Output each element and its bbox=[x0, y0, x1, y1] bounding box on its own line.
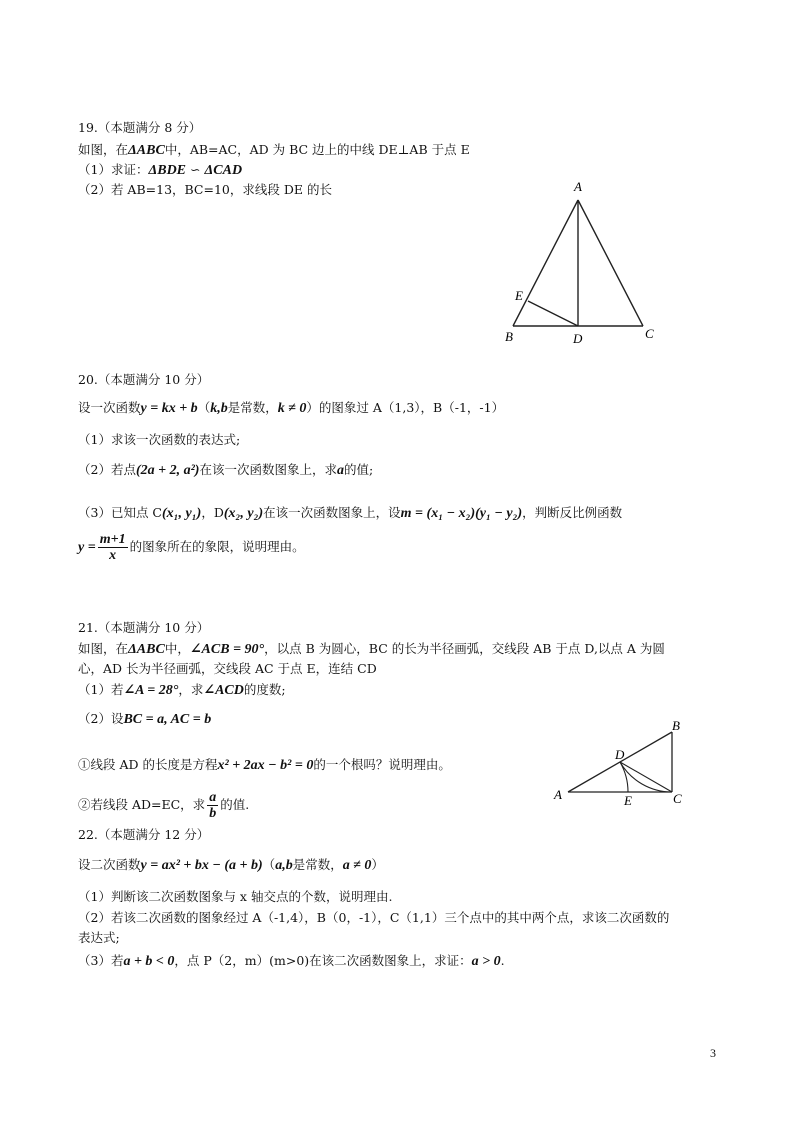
q20-part3-f: ，判断反比例函数 bbox=[522, 505, 623, 520]
q21-sub1-a: ①线段 AD 的长度是方程 bbox=[78, 757, 218, 772]
q22-intro bbox=[78, 857, 384, 874]
q20-point-c: (x₁, y₁) bbox=[162, 506, 202, 521]
q21-part1-b: ，求 bbox=[178, 682, 204, 697]
q21-part2 bbox=[78, 711, 211, 728]
page-number: 3 bbox=[710, 1046, 716, 1060]
q22-condition: a + b < 0 bbox=[123, 954, 175, 969]
q19-label-c: C bbox=[645, 326, 654, 341]
q21-intro bbox=[78, 641, 665, 658]
q22-constants-ab: a,b bbox=[275, 858, 293, 873]
q19-intro-a: 如图，在 bbox=[78, 142, 129, 157]
q19-part1-label: （1）求证： bbox=[78, 162, 149, 177]
q21-part1 bbox=[78, 682, 286, 699]
q19-triangle-figure bbox=[495, 178, 675, 348]
q20-linear-equation: y = kx + b bbox=[140, 401, 198, 416]
q21-sub1-b: 的一个根吗？说明理由。 bbox=[313, 757, 451, 772]
q20-m-definition: m = (x₁ − x₂)(y₁ − y₂) bbox=[400, 506, 523, 521]
q19-label-b: B bbox=[505, 329, 513, 344]
q21-part1-c: 的度数; bbox=[243, 682, 286, 697]
q21-right-angle: ∠ACB = 90° bbox=[189, 642, 265, 657]
q20-part2 bbox=[78, 462, 373, 479]
q21-ratio-denominator: b bbox=[209, 806, 217, 821]
q20-inverse-fraction bbox=[98, 532, 128, 563]
q21-angle-acd: ∠ACD bbox=[203, 683, 244, 698]
q19-part1 bbox=[78, 162, 242, 179]
q22-quadratic-equation: y = ax² + bx − (a + b) bbox=[140, 858, 263, 873]
q20-part3-e: 在该一次函数图象上，设 bbox=[263, 505, 401, 520]
q20-header: 20.（本题满分 10 分） bbox=[78, 372, 210, 387]
q20-intro-d: ）的图象过 A（1,3），B（-1，-1） bbox=[306, 400, 505, 415]
q21-label-e: E bbox=[624, 793, 632, 808]
q21-triangle-abc: ΔABC bbox=[128, 642, 165, 657]
q20-part1: （1）求该一次函数的表达式; bbox=[78, 432, 241, 447]
q22-part2: （2）若该二次函数的图象经过 A（-1,4），B（0，-1），C（1,1）三个点中的其中两个点，求该二次函数的 bbox=[78, 910, 670, 925]
q22-intro-d: ） bbox=[371, 857, 384, 872]
q19-part2: （2）若 AB=13，BC=10，求线段 DE 的长 bbox=[78, 182, 332, 197]
q22-part2-line2: 表达式; bbox=[78, 930, 120, 945]
q21-intro-c: ，以点 B 为圆心，BC 的长为半径画弧，交线段 AB 于点 D,以点 A 为圆 bbox=[264, 641, 665, 656]
q22-a-nonzero: a ≠ 0 bbox=[342, 858, 372, 873]
q20-intro-b: （ bbox=[197, 400, 211, 415]
q19-label-a: A bbox=[574, 179, 582, 194]
q22-part3-a: （3）若 bbox=[78, 953, 124, 968]
q20-part2-a: （2）若点 bbox=[78, 462, 136, 477]
q20-constants-kb: k,b bbox=[210, 401, 228, 416]
q19-intro-b: 中，AB=AC，AD 为 BC 边上的中线 DE⊥AB 于点 E bbox=[164, 142, 470, 157]
q22-part3-b: ，点 P（2，m）(m>0)在该二次函数图象上，求证： bbox=[174, 953, 472, 968]
q21-intro-line2: 心，AD 长为半径画弧，交线段 AC 于点 E，连结 CD bbox=[78, 661, 377, 676]
q21-part2-a: （2）设 bbox=[78, 711, 124, 726]
q20-fraction-denominator: x bbox=[109, 548, 117, 563]
q21-angle-a: ∠A = 28° bbox=[123, 683, 179, 698]
q19-side-ab bbox=[513, 200, 578, 326]
q20-part3 bbox=[78, 505, 622, 522]
q22-part3-c: . bbox=[500, 953, 505, 968]
q21-part1-a: （1）若 bbox=[78, 682, 124, 697]
q22-intro-b: （ bbox=[262, 857, 276, 872]
q22-conclusion: a > 0 bbox=[471, 954, 501, 969]
q21-sub2-a: ②若线段 AD=EC，求 bbox=[78, 797, 206, 812]
q21-ratio-fraction bbox=[207, 790, 218, 821]
q22-intro-a: 设二次函数 bbox=[78, 857, 141, 872]
q21-triangle-figure bbox=[540, 715, 710, 815]
q20-inverse-y: y = bbox=[78, 540, 96, 555]
q21-equation: x² + 2ax − b² = 0 bbox=[217, 758, 314, 773]
q20-intro-c: 是常数， bbox=[227, 400, 278, 415]
q20-var-a: a bbox=[336, 463, 344, 478]
q19-side-ac bbox=[578, 200, 643, 326]
q20-part3-line2 bbox=[78, 532, 305, 563]
q20-part3-a: （3）已知点 C bbox=[78, 505, 162, 520]
q21-sub1 bbox=[78, 757, 451, 774]
q21-label-c: C bbox=[673, 791, 682, 806]
q22-header: 22.（本题满分 12 分） bbox=[78, 827, 210, 842]
q19-triangle-cad: ΔCAD bbox=[204, 163, 243, 178]
q21-header: 21.（本题满分 10 分） bbox=[78, 620, 210, 635]
q21-sub2-b: 的值. bbox=[220, 797, 250, 812]
q21-label-a: A bbox=[554, 787, 562, 802]
q19-similar-symbol: ∽ bbox=[190, 162, 201, 177]
q21-ratio-numerator: a bbox=[209, 790, 217, 805]
q21-definitions: BC = a, AC = b bbox=[123, 712, 212, 727]
q21-intro-a: 如图，在 bbox=[78, 641, 129, 656]
q22-intro-c: 是常数， bbox=[292, 857, 343, 872]
q21-intro-b: 中， bbox=[164, 641, 190, 656]
q19-header: 19.（本题满分 8 分） bbox=[78, 120, 202, 135]
q20-point: (2a + 2, a²) bbox=[135, 463, 200, 478]
q19-label-e: E bbox=[515, 288, 523, 303]
q20-intro bbox=[78, 400, 504, 417]
q21-label-d: D bbox=[615, 747, 625, 762]
q20-k-nonzero: k ≠ 0 bbox=[277, 401, 307, 416]
q22-part3 bbox=[78, 953, 505, 970]
q20-part2-b: 在该一次函数图象上，求 bbox=[199, 462, 337, 477]
q19-triangle-bde: ΔBDE bbox=[148, 163, 187, 178]
q19-intro bbox=[78, 142, 470, 159]
q20-part3-g: 的图象所在的象限，说明理由。 bbox=[129, 539, 305, 554]
q20-intro-a: 设一次函数 bbox=[78, 400, 141, 415]
q21-sub2 bbox=[78, 790, 249, 821]
q22-part1: （1）判断该二次函数图象与 x 轴交点的个数，说明理由. bbox=[78, 889, 393, 904]
q19-perpendicular-de bbox=[528, 301, 578, 326]
q19-triangle-abc: ΔABC bbox=[128, 143, 165, 158]
q21-label-b: B bbox=[672, 718, 680, 733]
q20-fraction-numerator: m+1 bbox=[99, 532, 126, 547]
q20-part3-b: ，D bbox=[201, 505, 224, 520]
q19-label-d: D bbox=[573, 331, 583, 346]
q20-point-d: (x₂, y₂) bbox=[223, 506, 264, 521]
q20-part2-c: 的值; bbox=[343, 462, 374, 477]
